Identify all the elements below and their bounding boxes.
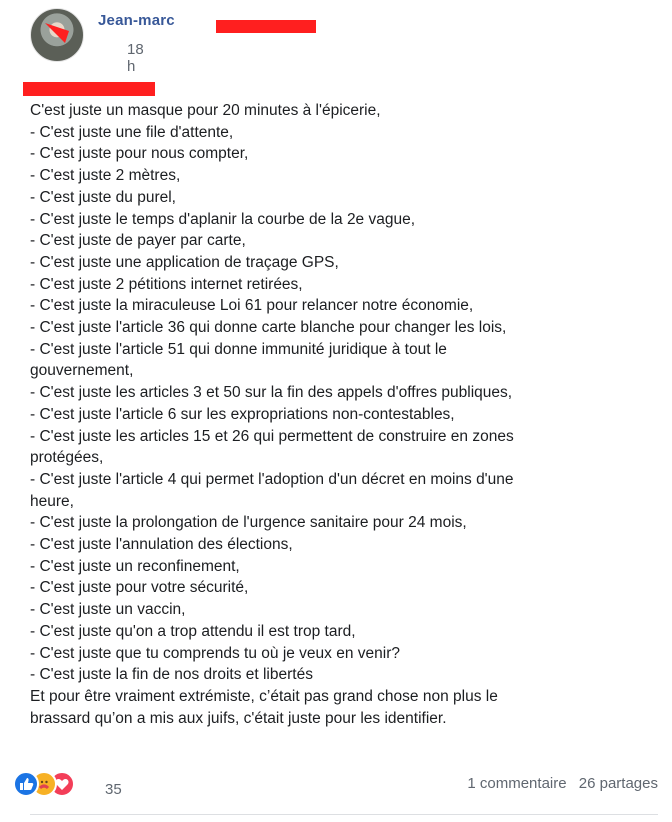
post-body: [30, 100, 650, 729]
reaction-count[interactable]: 35: [105, 781, 122, 798]
post-text-line: - C'est juste la fin de nos droits et libertés: [30, 666, 313, 684]
author-name[interactable]: Jean-marc: [98, 12, 175, 29]
post-text-line: brassard qu’on a mis aux juifs, c'était juste pour les identifier.: [30, 709, 447, 727]
post-text-line: - C'est juste qu'on a trop attendu il est trop tard,: [30, 622, 356, 640]
post-text-line: - C'est juste la prolongation de l'urgence sanitaire pour 24 mois,: [30, 514, 467, 532]
post-stats: [459, 775, 658, 792]
post-text-line: - C'est juste 2 pétitions internet retirées,: [30, 275, 303, 293]
like-icon: [13, 771, 39, 797]
redaction-bar-name: [216, 20, 316, 33]
post-text-line: gouvernement,: [30, 362, 134, 380]
redaction-mark: [45, 23, 69, 43]
post-text-line: - C'est juste les articles 3 et 50 sur la fin des appels d'offres publiques,: [30, 384, 513, 402]
post-text-line: - C'est juste l'article 51 qui donne immunité juridique à tout le: [30, 340, 447, 358]
comments-count-link[interactable]: 1 commentaire: [467, 775, 567, 792]
shares-count-link[interactable]: 26 partages: [578, 775, 658, 792]
post-text-line: - C'est juste pour votre sécurité,: [30, 579, 249, 597]
post-text-line: - C'est juste que tu comprends tu où je veux en venir?: [30, 644, 400, 662]
post-text-line: heure,: [30, 492, 74, 510]
post-timestamp[interactable]: 18 h: [127, 41, 144, 75]
post-text-line: - C'est juste l'article 6 sur les expropriations non-contestables,: [30, 405, 455, 423]
post-text-line: - C'est juste 2 mètres,: [30, 167, 181, 185]
post-text-line: - C'est juste de payer par carte,: [30, 232, 246, 250]
post-text-line: - C'est juste les articles 15 et 26 qui permettent de construire en zones: [30, 427, 514, 445]
post-text-line: C'est juste un masque pour 20 minutes à l'épicerie,: [30, 102, 381, 119]
post-text-line: - C'est juste une application de traçage GPS,: [30, 253, 339, 271]
post-text-line: - C'est juste du purel,: [30, 188, 176, 206]
post-text-line: - C'est juste la miraculeuse Loi 61 pour relancer notre économie,: [30, 297, 474, 315]
avatar[interactable]: [30, 8, 84, 62]
post-text-line: - C'est juste une file d'attente,: [30, 123, 234, 141]
post-text-line: - C'est juste l'article 36 qui donne carte blanche pour changer les lois,: [30, 319, 507, 337]
post-text-line: - C'est juste un reconfinement,: [30, 557, 240, 575]
post-text-line: - C'est juste un vaccin,: [30, 601, 186, 619]
post-text-line: protégées,: [30, 449, 104, 467]
post-text-line: Et pour être vraiment extrémiste, c’était pas grand chose non plus le: [30, 687, 498, 705]
post-text-line: - C'est juste l'annulation des élections,: [30, 536, 293, 554]
redaction-bar-text: [23, 82, 155, 96]
post-text-line: - C'est juste le temps d'aplanir la courbe de la 2e vague,: [30, 210, 416, 228]
post-text-line: - C'est juste l'article 4 qui permet l'adoption d'un décret en moins d'une: [30, 470, 514, 488]
post-text-line: - C'est juste pour nous compter,: [30, 145, 249, 163]
post-footer: [0, 765, 672, 805]
footer-divider: [30, 814, 658, 815]
